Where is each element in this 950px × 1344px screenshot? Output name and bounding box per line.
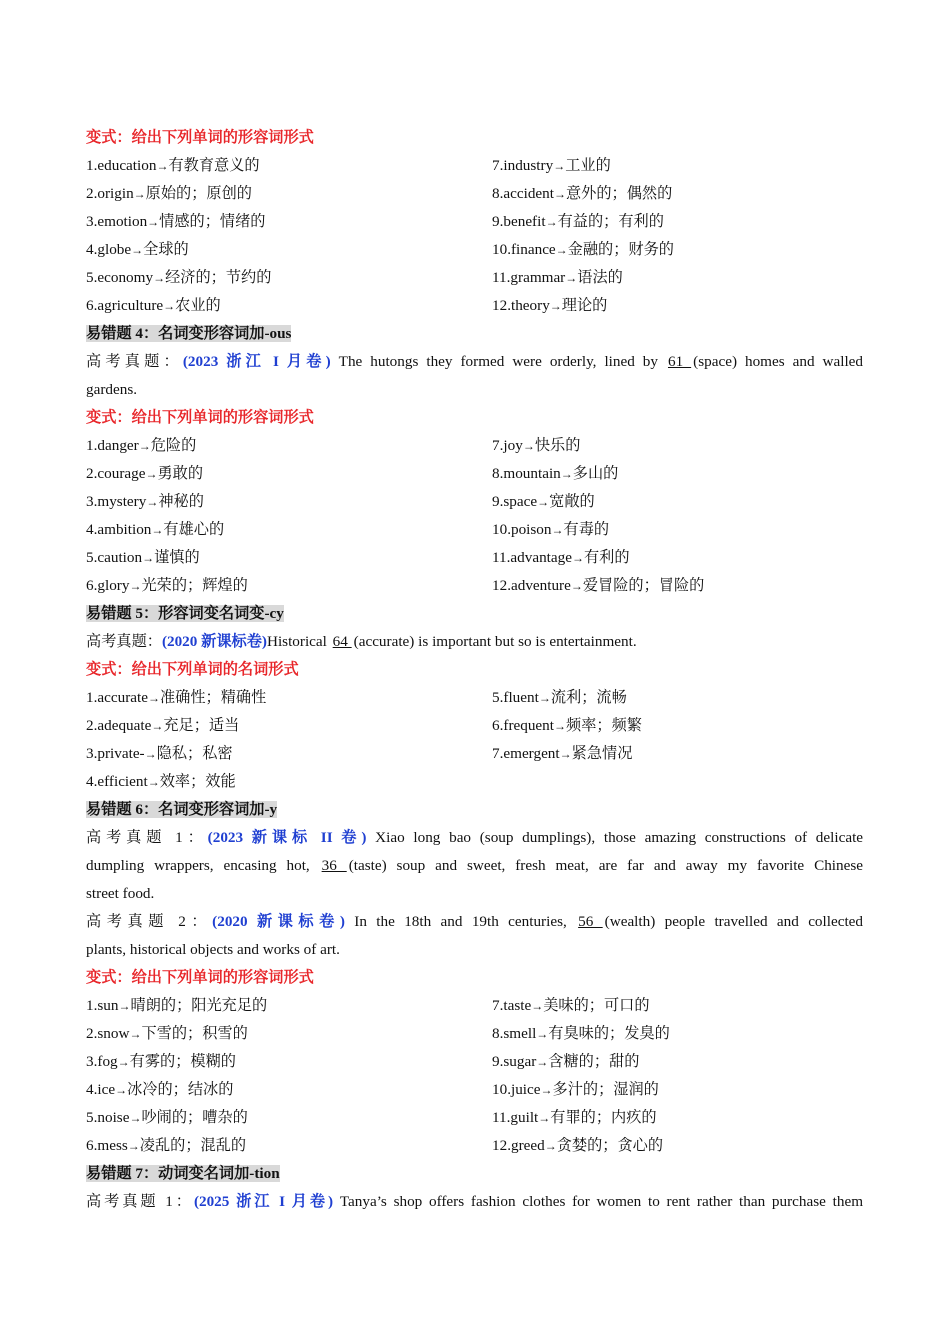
arrow-icon: → xyxy=(565,271,578,285)
word-list xyxy=(86,152,863,320)
word: 1.danger xyxy=(86,437,139,454)
meaning: 有臭味的；发臭的 xyxy=(548,1025,670,1042)
arrow-icon: → xyxy=(570,579,583,593)
word: 10.finance xyxy=(492,241,556,258)
word-item xyxy=(492,292,863,320)
arrow-icon: → xyxy=(127,1139,140,1153)
word: 9.benefit xyxy=(492,213,546,230)
arrow-icon: → xyxy=(147,691,160,705)
meaning: 全球的 xyxy=(143,241,189,258)
meaning: 有罪的；内疚的 xyxy=(550,1109,657,1126)
word-list xyxy=(86,684,863,796)
word-item xyxy=(492,992,863,1020)
word-item xyxy=(492,236,863,264)
arrow-icon: → xyxy=(129,1111,142,1125)
word-item xyxy=(86,432,492,460)
word: 1.sun xyxy=(86,997,119,1014)
word-item xyxy=(492,684,863,712)
meaning: 快乐的 xyxy=(534,437,581,454)
word-item xyxy=(86,1076,492,1104)
exam-question-1: 高考真题 1：(2025 浙江 I 月卷) Tanya’s shop offers fashion clothes for women to rent rather than purchase them xyxy=(86,1193,864,1210)
topic-title: 易错题 4：名词变形容词加-ous xyxy=(86,325,292,342)
word-item xyxy=(492,432,863,460)
arrow-icon: → xyxy=(153,271,166,285)
word-item xyxy=(492,740,863,768)
word-item xyxy=(86,460,492,488)
word-item xyxy=(86,740,492,768)
word: 7.taste xyxy=(492,997,532,1014)
word: 9.space xyxy=(492,493,538,510)
arrow-icon: → xyxy=(538,691,551,705)
arrow-icon: → xyxy=(549,299,562,313)
exam-question-2: 高考真题 2：(2020 新课标卷) In the 18th and 19th centuries, 56 (wealth) people travelled and collected xyxy=(86,913,864,930)
word-item xyxy=(492,572,863,600)
exam-question-cont: gardens. xyxy=(86,381,138,398)
arrow-icon: → xyxy=(554,719,566,733)
word: 8.accident xyxy=(492,185,554,202)
meaning: 紧急情况 xyxy=(571,745,633,762)
meaning: 有雄心的 xyxy=(163,521,225,538)
word-item xyxy=(86,684,492,712)
meaning: 有教育意义的 xyxy=(168,157,260,174)
arrow-icon: → xyxy=(117,1055,130,1069)
arrow-icon: → xyxy=(144,747,157,761)
answer-blank: 36 xyxy=(321,857,347,874)
topic-title: 易错题 6：名词变形容词加-y xyxy=(86,801,278,818)
word: 2.adequate xyxy=(86,717,152,734)
word: 3.mystery xyxy=(86,493,147,510)
word-item xyxy=(86,180,492,208)
meaning: 贪婪的；贪心的 xyxy=(556,1137,664,1154)
meaning: 有利的 xyxy=(583,549,630,566)
meaning: 勇敢的 xyxy=(157,465,204,482)
arrow-icon: → xyxy=(147,215,160,229)
word-item xyxy=(492,180,863,208)
word: 5.economy xyxy=(86,269,154,286)
word: 1.accurate xyxy=(86,689,148,706)
meaning: 光荣的；辉煌的 xyxy=(141,577,248,594)
word-list xyxy=(86,992,863,1160)
meaning: 效率；效能 xyxy=(159,773,236,790)
meaning: 多汁的；湿润的 xyxy=(552,1081,659,1098)
word: 3.emotion xyxy=(86,213,148,230)
meaning: 农业的 xyxy=(175,297,221,314)
word: 2.snow xyxy=(86,1025,130,1042)
meaning: 语法的 xyxy=(577,269,623,286)
word: 12.adventure xyxy=(492,577,571,594)
word-item xyxy=(492,1104,863,1132)
word-item xyxy=(492,208,863,236)
arrow-icon: → xyxy=(163,299,176,313)
arrow-icon: → xyxy=(537,495,550,509)
arrow-icon: → xyxy=(544,1139,557,1153)
word: 7.industry xyxy=(492,157,554,174)
arrow-icon: → xyxy=(118,999,131,1013)
arrow-icon: → xyxy=(571,551,584,565)
word: 6.mess xyxy=(86,1137,128,1154)
meaning: 频率；频繁 xyxy=(566,717,642,734)
answer-blank: 56 xyxy=(578,913,603,930)
word: 4.efficient xyxy=(86,773,148,790)
meaning: 充足；适当 xyxy=(163,717,240,734)
arrow-icon: → xyxy=(138,439,151,453)
word: 11.guilt xyxy=(492,1109,539,1126)
topic-title: 易错题 7：动词变名词加-tion xyxy=(86,1165,280,1182)
arrow-icon: → xyxy=(538,1111,551,1125)
word: 7.emergent xyxy=(492,745,560,762)
word-item xyxy=(492,712,863,740)
word-item xyxy=(86,1048,492,1076)
word-item xyxy=(492,152,863,180)
arrow-icon: → xyxy=(553,159,566,173)
arrow-icon: → xyxy=(559,747,572,761)
arrow-icon: → xyxy=(133,187,146,201)
exam-question: 高考真题：(2020 新课标卷)Historical 64 (accurate) is important but so is entertainment. xyxy=(86,633,637,650)
exam-question-1: 高考真题 1：(2023 新课标 II 卷) Xiao long bao (soup dumplings), those amazing constructions of delicate xyxy=(86,829,864,846)
meaning: 准确性；精确性 xyxy=(159,689,267,706)
exam-question: 高考真题：(2023 浙江 I 月卷) The hutongs they formed were orderly, lined by 61 (space) homes and walled xyxy=(86,353,864,370)
meaning: 美味的；可口的 xyxy=(543,997,650,1014)
arrow-icon: → xyxy=(540,1083,553,1097)
arrow-icon: → xyxy=(142,551,155,565)
meaning: 吵闹的；嘈杂的 xyxy=(141,1109,248,1126)
word-item xyxy=(492,544,863,572)
arrow-icon: → xyxy=(151,719,164,733)
arrow-icon: → xyxy=(151,523,164,537)
word-item xyxy=(492,1020,863,1048)
arrow-icon: → xyxy=(531,999,544,1013)
meaning: 宽敞的 xyxy=(549,493,595,510)
meaning: 含糖的；甜的 xyxy=(548,1053,640,1070)
meaning: 多山的 xyxy=(572,465,619,482)
word: 11.advantage xyxy=(492,549,572,566)
word: 3.private- xyxy=(86,745,145,762)
word-item xyxy=(86,768,492,796)
word: 12.theory xyxy=(492,297,550,314)
meaning: 经济的；节约的 xyxy=(165,269,272,286)
word-item xyxy=(86,1132,492,1160)
arrow-icon: → xyxy=(115,1083,128,1097)
meaning: 金融的；财务的 xyxy=(567,241,674,258)
word-item xyxy=(492,1076,863,1104)
word-item xyxy=(86,992,492,1020)
meaning: 理论的 xyxy=(561,297,608,314)
meaning: 有雾的；模糊的 xyxy=(129,1053,236,1070)
word-item xyxy=(86,1104,492,1132)
word: 4.ambition xyxy=(86,521,152,538)
word-item xyxy=(86,544,492,572)
word: 4.ice xyxy=(86,1081,116,1098)
meaning: 原始的；原创的 xyxy=(145,185,252,202)
word: 12.greed xyxy=(492,1137,545,1154)
word: 4.globe xyxy=(86,241,132,258)
word: 11.grammar xyxy=(492,269,566,286)
arrow-icon: → xyxy=(560,467,573,481)
meaning: 隐私；私密 xyxy=(156,745,233,762)
variant-title: 变式：给出下列单词的形容词形式 xyxy=(86,409,314,426)
word-item xyxy=(492,460,863,488)
word-item xyxy=(492,516,863,544)
meaning: 神秘的 xyxy=(158,493,204,510)
variant-title: 变式：给出下列单词的名词形式 xyxy=(86,661,299,678)
arrow-icon: → xyxy=(145,467,158,481)
arrow-icon: → xyxy=(553,187,566,201)
meaning: 情感的；情绪的 xyxy=(159,213,266,230)
meaning: 工业的 xyxy=(565,157,611,174)
meaning: 冰冷的；结冰的 xyxy=(127,1081,234,1098)
meaning: 有毒的 xyxy=(563,521,610,538)
word-item xyxy=(492,1132,863,1160)
word: 3.fog xyxy=(86,1053,118,1070)
word: 2.origin xyxy=(86,185,134,202)
arrow-icon: → xyxy=(131,243,144,257)
word: 2.courage xyxy=(86,465,146,482)
word-item xyxy=(86,712,492,740)
word-item xyxy=(492,264,863,292)
arrow-icon: → xyxy=(551,523,564,537)
word-item xyxy=(86,488,492,516)
word-item xyxy=(86,152,492,180)
meaning: 意外的；偶然的 xyxy=(565,185,673,202)
word-item xyxy=(86,208,492,236)
word: 8.mountain xyxy=(492,465,561,482)
word: 10.poison xyxy=(492,521,552,538)
meaning: 危险的 xyxy=(150,437,197,454)
arrow-icon: → xyxy=(129,1027,142,1041)
variant-title: 变式：给出下列单词的形容词形式 xyxy=(86,129,314,146)
exam-question-2-cont: plants, historical objects and works of art. xyxy=(86,941,340,958)
arrow-icon: → xyxy=(147,775,160,789)
topic-title: 易错题 5：形容词变名词变-cy xyxy=(86,605,284,622)
arrow-icon: → xyxy=(545,215,558,229)
exam-question-1-cont: dumpling wrappers, encasing hot, 36 (taste) soup and sweet, fresh meat, are far and away my favorite Chinese xyxy=(86,857,863,874)
word-item xyxy=(86,292,492,320)
arrow-icon: → xyxy=(129,579,142,593)
word: 6.glory xyxy=(86,577,130,594)
arrow-icon: → xyxy=(555,243,568,257)
word: 5.fluent xyxy=(492,689,539,706)
word-item xyxy=(86,516,492,544)
meaning: 晴朗的；阳光充足的 xyxy=(130,997,268,1014)
meaning: 凌乱的；混乱的 xyxy=(139,1137,247,1154)
word: 9.sugar xyxy=(492,1053,537,1070)
word-item xyxy=(86,572,492,600)
meaning: 爱冒险的；冒险的 xyxy=(582,577,705,594)
word: 8.smell xyxy=(492,1025,537,1042)
word-item xyxy=(492,488,863,516)
answer-blank: 61 xyxy=(667,353,692,370)
word: 6.agriculture xyxy=(86,297,164,314)
meaning: 下雪的；积雪的 xyxy=(141,1025,248,1042)
word-item xyxy=(86,236,492,264)
word-list xyxy=(86,432,863,600)
exam-question-1-end: street food. xyxy=(86,885,155,902)
answer-blank: 64 xyxy=(332,633,352,650)
word-item xyxy=(86,264,492,292)
arrow-icon: → xyxy=(536,1055,549,1069)
meaning: 有益的；有利的 xyxy=(557,213,664,230)
word: 6.frequent xyxy=(492,717,554,734)
document-page xyxy=(86,124,863,1216)
arrow-icon: → xyxy=(146,495,159,509)
word-item xyxy=(492,1048,863,1076)
meaning: 流利；流畅 xyxy=(550,689,627,706)
arrow-icon: → xyxy=(156,159,169,173)
word: 1.education xyxy=(86,157,157,174)
meaning: 谨慎的 xyxy=(154,549,200,566)
word: 5.caution xyxy=(86,549,143,566)
variant-title: 变式：给出下列单词的形容词形式 xyxy=(86,969,314,986)
arrow-icon: → xyxy=(536,1027,549,1041)
arrow-icon: → xyxy=(522,439,535,453)
word: 7.joy xyxy=(492,437,523,454)
word-item xyxy=(86,1020,492,1048)
word: 10.juice xyxy=(492,1081,541,1098)
word: 5.noise xyxy=(86,1109,130,1126)
